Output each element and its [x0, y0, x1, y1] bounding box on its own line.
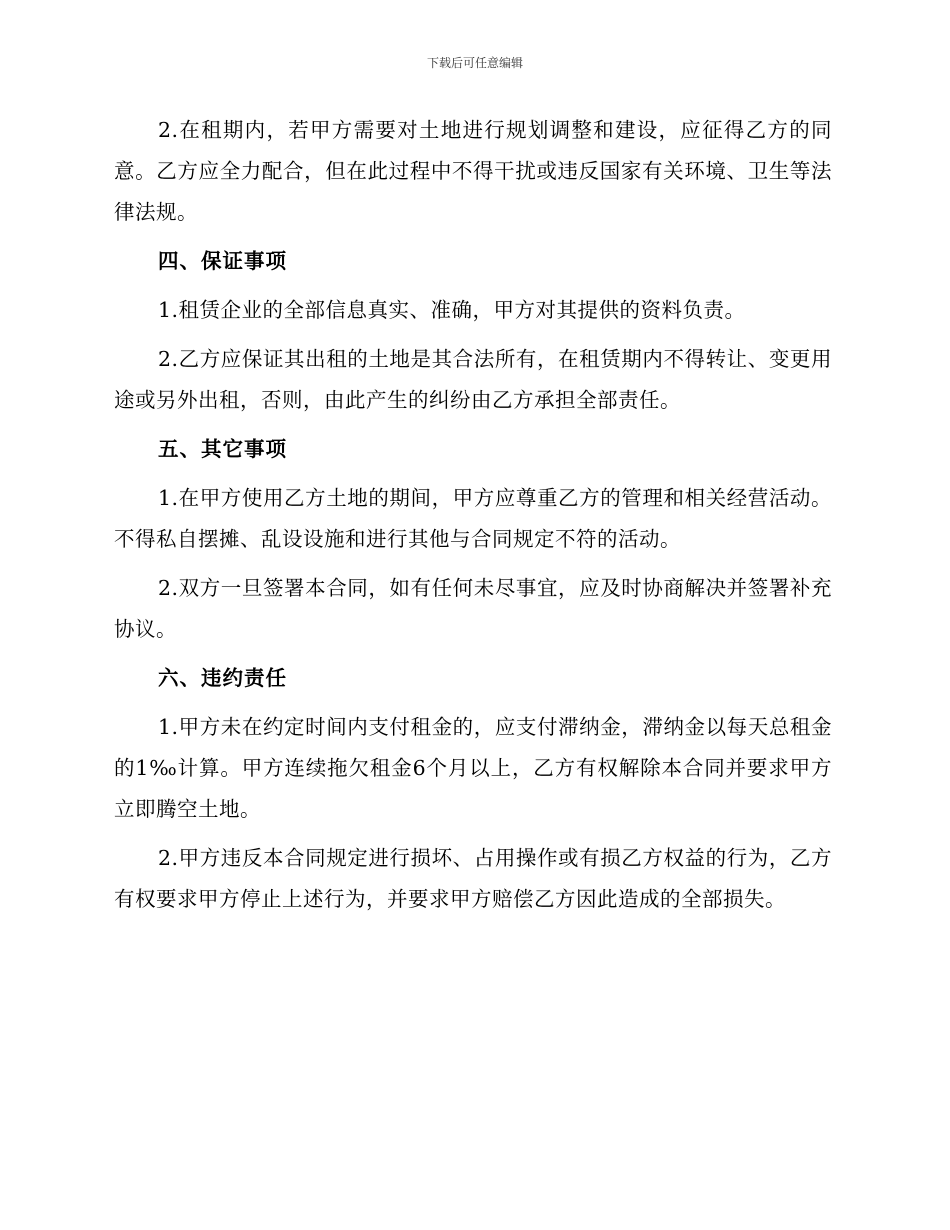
paragraph-supplementary-agreement: 2.双方一旦签署本合同，如有任何未尽事宜，应及时协商解决并签署补充协议。: [114, 576, 832, 641]
paragraph-late-payment: 1.甲方未在约定时间内支付租金的，应支付滞纳金，滞纳金以每天总租金的1‰计算。甲方连续拖欠租金6个月以上，乙方有权解除本合同并要求甲方立即腾空土地。: [114, 715, 832, 821]
section-title-guarantee: 四、保证事项: [158, 249, 287, 273]
header-note: 下载后可任意编辑: [426, 56, 523, 70]
paragraph-respect-management: 1.在甲方使用乙方土地的期间，甲方应尊重乙方的管理和相关经营活动。不得私自摆摊、乱设设施和进行其他与合同规定不符的活动。: [114, 486, 832, 551]
paragraph-info-accuracy: 1.租赁企业的全部信息真实、准确，甲方对其提供的资料负责。: [158, 298, 746, 322]
paragraph-damage-compensation: 2.甲方违反本合同规定进行损坏、占用操作或有损乙方权益的行为，乙方有权要求甲方停止上述行为，并要求甲方赔偿乙方因此造成的全部损失。: [114, 846, 832, 911]
section-title-breach: 六、违约责任: [158, 666, 287, 690]
document-body: [114, 110, 832, 928]
paragraph-land-adjustment: 2.在租期内，若甲方需要对土地进行规划调整和建设，应征得乙方的同意。乙方应全力配合，但在此过程中不得干扰或违反国家有关环境、卫生等法律法规。: [114, 118, 832, 224]
section-title-other: 五、其它事项: [158, 437, 287, 461]
paragraph-land-ownership: 2.乙方应保证其出租的土地是其合法所有，在租赁期内不得转让、变更用途或另外出租，否则，由此产生的纠纷由乙方承担全部责任。: [114, 347, 832, 412]
